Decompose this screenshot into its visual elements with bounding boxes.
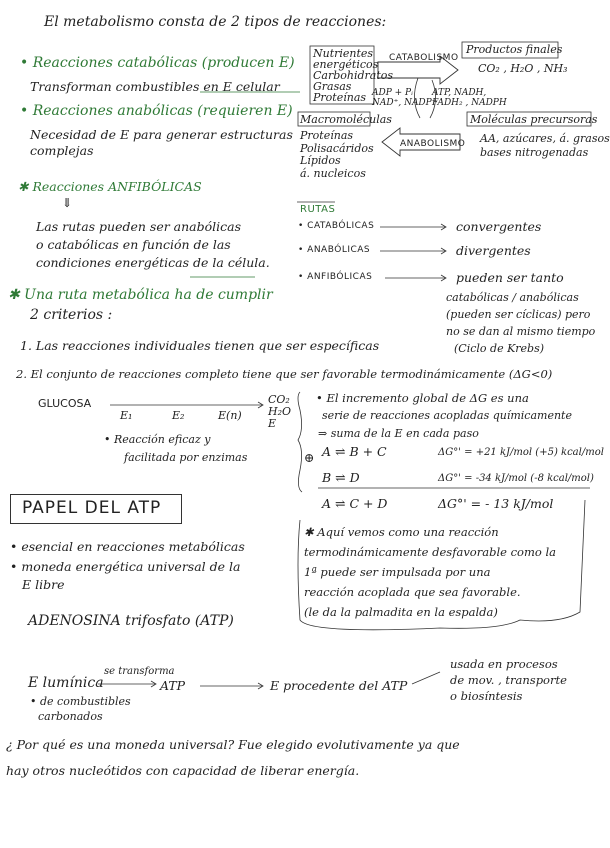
ruta-catabolicas: • CATABÓLICAS	[298, 221, 375, 231]
anabolic-description-1: Necesidad de E para generar estructuras	[30, 127, 293, 142]
atp-label-energy: ATP	[160, 678, 186, 693]
macromolecules-title: Macromoléculas	[300, 113, 392, 126]
atp-label: ATP, NADH, FADH₂ , NADPH	[432, 88, 507, 108]
criteria-heading: ✱ Una ruta metabólica ha de cumplir	[8, 287, 273, 303]
enzyme-e1: E₁	[120, 409, 133, 422]
coupling-note: ✱ Aquí vemos como una reacción termodinámicamente desfavorable como la 1ª puede ser impulsada por una reacción acoplada que sea favorable. (le da la palmadita en la espalda)	[304, 525, 556, 619]
question-line-2: hay otros nucleótidos con capacidad de liberar energía.	[6, 763, 360, 778]
carbonados: carbonados	[38, 710, 103, 723]
catabolic-description: Transforman combustibles en E celular	[30, 79, 280, 94]
criterion-1: 1. Las reacciones individuales tienen que ser específicas	[20, 338, 380, 353]
criteria-heading-2: 2 criterios :	[30, 307, 113, 323]
reaction-1-dg: ΔG°' = +21 kJ/mol (+5) kcal/mol	[438, 447, 604, 458]
pathway-products: CO₂ H₂O E	[268, 393, 292, 430]
e-procedente: E procedente del ATP	[270, 678, 408, 693]
reaction-2-dg: ΔG°' = -34 kJ/mol (-8 kcal/mol)	[438, 473, 594, 484]
catabolism-label: CATABOLISMO	[389, 53, 459, 63]
atp-title: PAPEL DEL ATP	[22, 498, 162, 518]
atp-bullet-2: • moneda energética universal de la	[10, 559, 241, 574]
question-line-1: ¿ Por qué es una moneda universal? Fue elegido evolutivamente ya que	[6, 737, 460, 752]
reaction-3-dg: ΔG°' = - 13 kJ/mol	[438, 496, 554, 511]
adenosine-triphosphate: ADENOSINA trifosfato (ATP)	[28, 613, 234, 629]
ruta-anfibolicas-result: pueden ser tanto	[456, 270, 564, 285]
final-products-title: Productos finales	[466, 43, 563, 56]
atp-bullet-1: • esencial en reacciones metabólicas	[10, 539, 245, 554]
global-line-1: • El incremento global de ΔG es una	[316, 391, 529, 405]
criterion-2: 2. El conjunto de reacciones completo tiene que ser favorable termodinámicamente (ΔG<0)	[16, 367, 553, 381]
rutas-text-3: condiciones energéticas de la célula.	[36, 255, 270, 270]
reaction-1: A ⇌ B + C	[322, 444, 387, 459]
anabolic-description-2: complejas	[30, 143, 94, 158]
enzyme-e2: E₂	[172, 409, 185, 422]
amphibolic-reactions-heading: ✱ Reacciones ANFIBÓLICAS	[18, 179, 202, 194]
ruta-anabolicas: • ANABÓLICAS	[298, 245, 371, 255]
atp-bullet-2b: E libre	[22, 577, 65, 592]
adp-label: ADP + Pᵢ NAD⁺, NADP⁺	[372, 88, 437, 108]
rutas-text-1: Las rutas pueden ser anabólicas	[36, 219, 242, 234]
rutas-title: RUTAS	[300, 204, 336, 215]
final-products: CO₂ , H₂O , NH₃	[478, 62, 568, 75]
usada-en: usada en procesos de mov. , transporte o biosíntesis	[450, 657, 567, 703]
enzyme-en: E(n)	[218, 409, 242, 422]
global-line-3: ⇒ suma de la E en cada paso	[318, 427, 479, 440]
ruta-anabolicas-result: divergentes	[456, 243, 531, 258]
precursors-title: Moléculas precursoras	[470, 113, 598, 126]
anabolism-label: ANABOLISMO	[400, 139, 466, 149]
e-luminica: E lumínica	[28, 675, 104, 691]
reaction-2: B ⇌ D	[322, 470, 360, 485]
precursors-list: AA, azúcares, á. grasos bases nitrogenadas	[480, 132, 610, 159]
catabolic-reactions-heading: • Reacciones catabólicas (producen E)	[20, 55, 295, 71]
rutas-text-2: o catabólicas en función de las	[36, 237, 231, 252]
macromolecules-list: Proteínas Polisacáridos Lípidos á. nucleicos	[300, 129, 374, 180]
se-transforma: se transforma	[104, 666, 175, 677]
down-arrow-icon: ⇓	[62, 195, 73, 210]
pathway-note-1: • Reacción eficaz y	[104, 433, 211, 446]
anfibolicas-detail: catabólicas / anabólicas (pueden ser cíclicas) pero no se dan al mismo tiempo (Ciclo de Krebs)	[446, 291, 596, 355]
glucose-label: GLUCOSA	[38, 397, 92, 410]
global-line-2: serie de reacciones acopladas químicamente	[322, 409, 572, 422]
anabolic-reactions-heading: • Reacciones anabólicas (requieren E)	[20, 103, 293, 119]
page-title: El metabolismo consta de 2 tipos de reacciones:	[44, 14, 387, 30]
ruta-anfibolicas: • ANFIBÓLICAS	[298, 272, 373, 282]
nutrients-box: Nutrientes energéticos Carbohidratos Grasas Proteínas	[313, 47, 394, 104]
de-combustibles: • de combustibles	[30, 695, 131, 708]
plus-icon: ⊕	[304, 450, 315, 465]
pathway-note-2: facilitada por enzimas	[124, 451, 248, 464]
reaction-3: A ⇌ C + D	[322, 496, 388, 511]
ruta-catabolicas-result: convergentes	[456, 219, 542, 234]
